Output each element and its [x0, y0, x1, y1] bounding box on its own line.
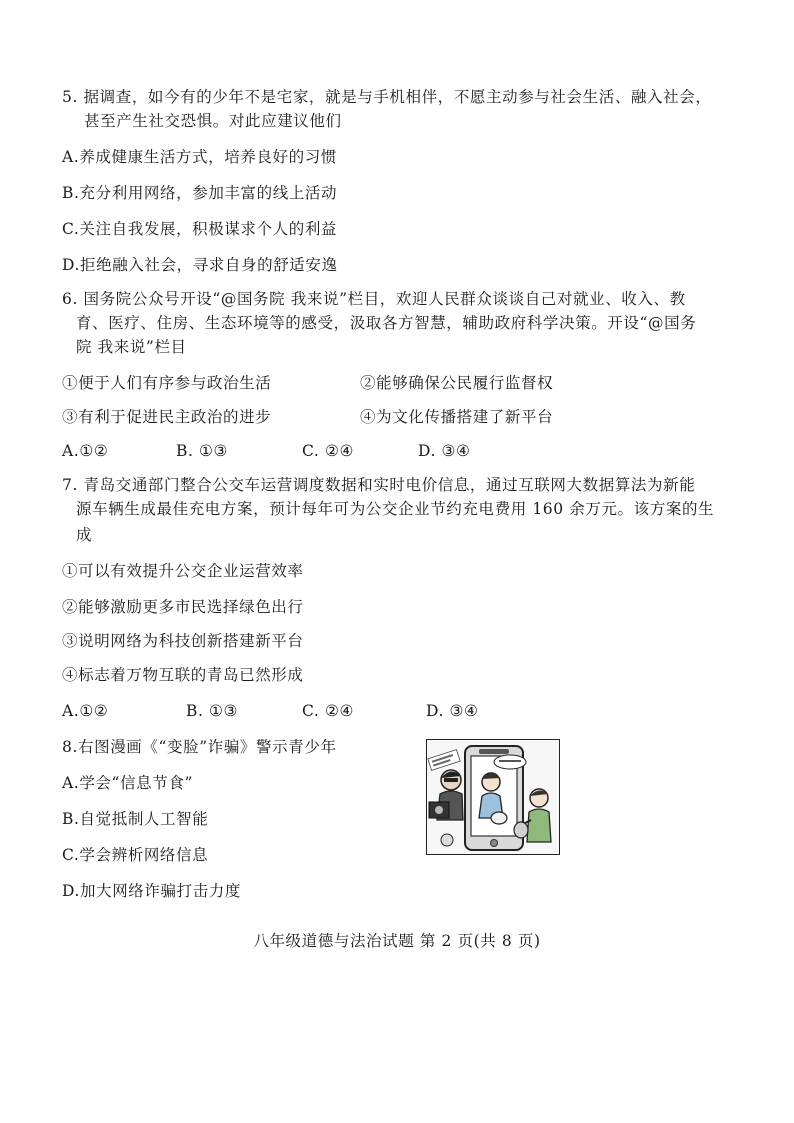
q6-statement-1: ①便于人们有序参与政治生活: [62, 374, 272, 392]
q8-option-b: B.自觉抵制人工智能: [62, 810, 209, 828]
comic-drawing: [427, 740, 560, 855]
q6-stem-line1: 6. 国务院公众号开设“@国务院 我来说”栏目，欢迎人民群众谈谈自己对就业、收入、教: [62, 290, 686, 308]
q7-choice-c: C. ②④: [302, 702, 354, 720]
q6-statement-3: ③有利于促进民主政治的进步: [62, 408, 272, 426]
q7-stem-line1: 7. 青岛交通部门整合公交车运营调度数据和实时电价信息，通过互联网大数据算法为新能: [62, 476, 696, 494]
q6-choice-a: A.①②: [62, 442, 109, 460]
q7-statement-2: ②能够激励更多市民选择绿色出行: [62, 598, 304, 616]
q7-stem-line2: 源车辆生成最佳充电方案，预计每年可为公交企业节约充电费用 160 余万元。该方案的生: [76, 500, 715, 518]
q5-option-b: B.充分利用网络，参加丰富的线上活动: [62, 184, 338, 202]
q6-choice-b: B. ①③: [176, 442, 229, 460]
q5-stem-line1: 5. 据调查，如今有的少年不是宅家，就是与手机相伴，不愿主动参与社会生活、融入社会，: [62, 88, 712, 106]
q7-choice-d: D. ③④: [426, 702, 479, 720]
q5-stem-line2: 甚至产生社交恐惧。对此应建议他们: [84, 112, 342, 130]
q7-choice-b: B. ①③: [186, 702, 239, 720]
q6-statement-4: ④为文化传播搭建了新平台: [360, 408, 554, 426]
q7-statement-1: ①可以有效提升公交企业运营效率: [62, 562, 304, 580]
q6-stem-line3: 院 我来说”栏目: [76, 338, 187, 356]
q7-statement-4: ④标志着万物互联的青岛已然形成: [62, 666, 304, 684]
q6-choice-d: D. ③④: [418, 442, 471, 460]
q7-stem-line3: 成: [76, 526, 93, 544]
q5-option-a: A.养成健康生活方式，培养良好的习惯: [62, 148, 337, 166]
page-footer: 八年级道德与法治试题 第 2 页(共 8 页): [253, 932, 541, 950]
q5-option-d: D.拒绝融入社会，寻求自身的舒适安逸: [62, 256, 338, 274]
q8-stem: 8.右图漫画《“变脸”诈骗》警示青少年: [62, 738, 337, 756]
q6-choice-c: C. ②④: [302, 442, 354, 460]
q7-choice-a: A.①②: [62, 702, 109, 720]
q8-option-a: A.学会“信息节食”: [62, 774, 193, 792]
q8-option-d: D.加大网络诈骗打击力度: [62, 882, 242, 900]
q8-option-c: C.学会辨析网络信息: [62, 846, 209, 864]
q7-statement-3: ③说明网络为科技创新搭建新平台: [62, 632, 304, 650]
q6-stem-line2: 育、医疗、住房、生态环境等的感受，汲取各方智慧，辅助政府科学决策。开设“@国务: [76, 314, 697, 332]
q6-statement-2: ②能够确保公民履行监督权: [360, 374, 554, 392]
face-swap-scam-comic: [426, 739, 560, 855]
q5-option-c: C.关注自我发展，积极谋求个人的利益: [62, 220, 338, 238]
